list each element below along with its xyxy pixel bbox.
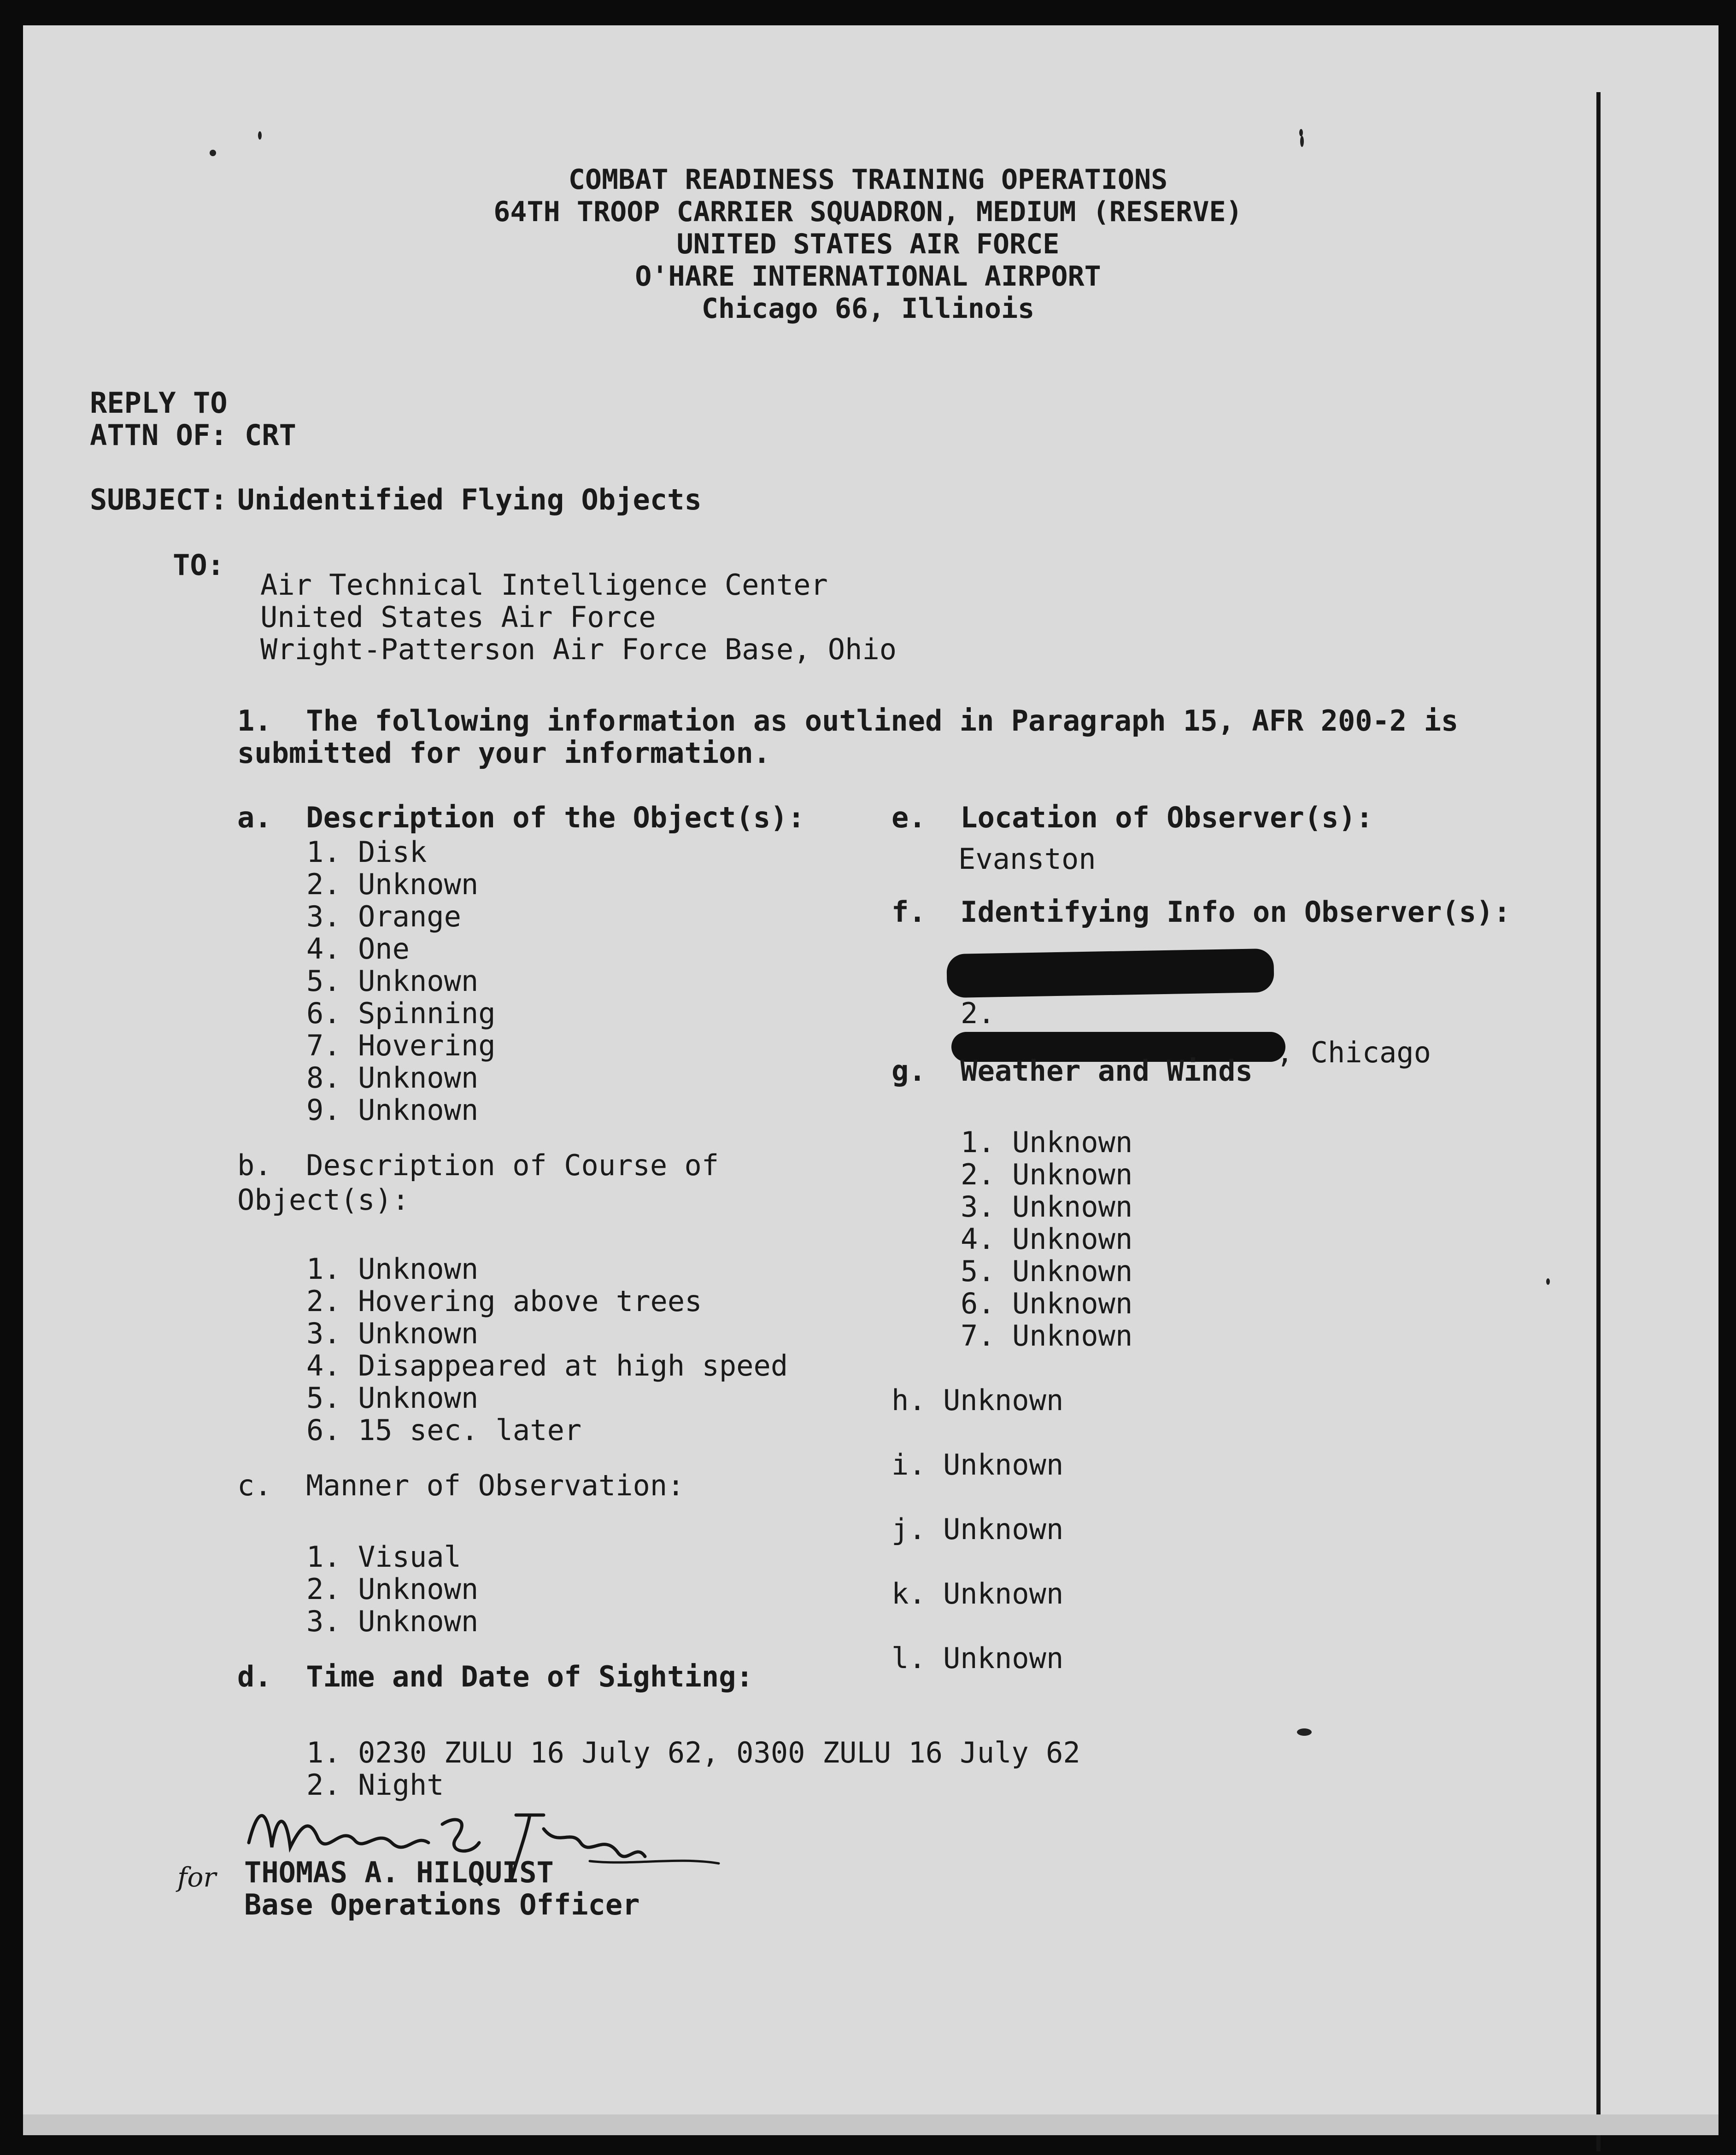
section-a-item: 9. Unknown [306,1093,479,1127]
to-line-2: United States Air Force [260,600,656,634]
section-b-heading-1: b. Description of Course of [237,1148,719,1182]
section-b-item: 4. Disappeared at high speed [306,1349,788,1382]
section-d-item: 2. Night [306,1768,444,1802]
section-b-item: 5. Unknown [306,1381,479,1415]
letterhead-line-5: Chicago 66, Illinois [701,293,1035,325]
section-b-item: 1. Unknown [306,1252,479,1286]
redaction-bar [946,949,1274,998]
section-e-heading: e. Location of Observer(s): [891,801,1373,834]
signature-prefix: for [177,1862,217,1893]
signatory-name: THOMAS A. HILQUIST [244,1856,554,1889]
page-edge-rule [1596,92,1601,2151]
section-j-item: j. Unknown [891,1512,1064,1546]
section-b-heading-2: Object(s): [237,1183,410,1217]
section-a-heading: a. Description of the Object(s): [237,801,805,834]
section-c-item: 3. Unknown [306,1605,479,1638]
to-line-1: Air Technical Intelligence Center [260,568,828,602]
section-g-item: 5. Unknown [961,1254,1133,1288]
section-a-item: 2. Unknown [306,867,479,901]
page-bottom-shade [23,2114,1718,2135]
section-d-heading: d. Time and Date of Sighting: [237,1660,753,1693]
intro-line-2: submitted for your information. [237,736,771,770]
section-b-item: 2. Hovering above trees [306,1284,702,1318]
section-a-item: 8. Unknown [306,1061,479,1095]
letterhead-line-4: O'HARE INTERNATIONAL AIRPORT [635,260,1101,293]
section-g-item: 1. Unknown [961,1125,1133,1159]
speck [1546,1278,1550,1285]
subject-text: Unidentified Flying Objects [237,483,702,516]
section-g-item: 3. Unknown [961,1190,1133,1224]
section-g-item: 6. Unknown [961,1287,1133,1320]
reply-to-label: REPLY TO [90,386,228,420]
subject-label: SUBJECT: [90,483,228,516]
section-b-item: 6. 15 sec. later [306,1413,582,1447]
section-a-item: 4. One [306,932,410,966]
signatory-title: Base Operations Officer [244,1888,640,1921]
section-f-heading: f. Identifying Info on Observer(s): [891,895,1511,929]
section-a-item: 3. Orange [306,900,461,933]
section-h-item: h. Unknown [891,1383,1064,1417]
section-b-item: 3. Unknown [306,1317,479,1350]
section-g-item: 2. Unknown [961,1158,1133,1191]
letterhead-line-1: COMBAT READINESS TRAINING OPERATIONS [568,164,1168,196]
speck [1297,1728,1312,1736]
section-a-item: 5. Unknown [306,964,479,998]
section-d-item: 1. 0230 ZULU 16 July 62, 0300 ZULU 16 July 62 [306,1736,1080,1769]
letterhead-line-3: UNITED STATES AIR FORCE [676,228,1060,260]
section-a-item: 1. Disk [306,835,427,869]
to-label: TO: [173,548,224,582]
section-k-item: k. Unknown [891,1577,1064,1610]
section-c-item: 2. Unknown [306,1572,479,1606]
section-l-item: l. Unknown [891,1641,1064,1675]
section-e-value: Evanston [958,842,1096,876]
section-f-item-2: 2. [961,996,995,1030]
section-c-item: 1. Visual [306,1540,461,1574]
speck [210,150,216,156]
section-i-item: i. Unknown [891,1448,1064,1482]
section-g-heading: g. Weather and Winds [891,1054,1253,1088]
letterhead-line-2: 64TH TROOP CARRIER SQUADRON, MEDIUM (RESERVE) [493,196,1243,228]
attn-of-label: ATTN OF: CRT [90,418,296,452]
section-g-item: 4. Unknown [961,1222,1133,1256]
speck [258,131,262,140]
section-c-heading: c. Manner of Observation: [237,1469,685,1502]
to-line-3: Wright-Patterson Air Force Base, Ohio [260,632,897,666]
section-g-item: 7. Unknown [961,1319,1133,1353]
section-a-item: 7. Hovering [306,1029,496,1062]
speck [1299,129,1303,136]
section-f-city: , Chicago [1276,1036,1431,1069]
section-a-item: 6. Spinning [306,996,496,1030]
speck [1300,136,1304,147]
intro-line-1: 1. The following information as outlined in Paragraph 15, AFR 200-2 is [237,704,1459,738]
